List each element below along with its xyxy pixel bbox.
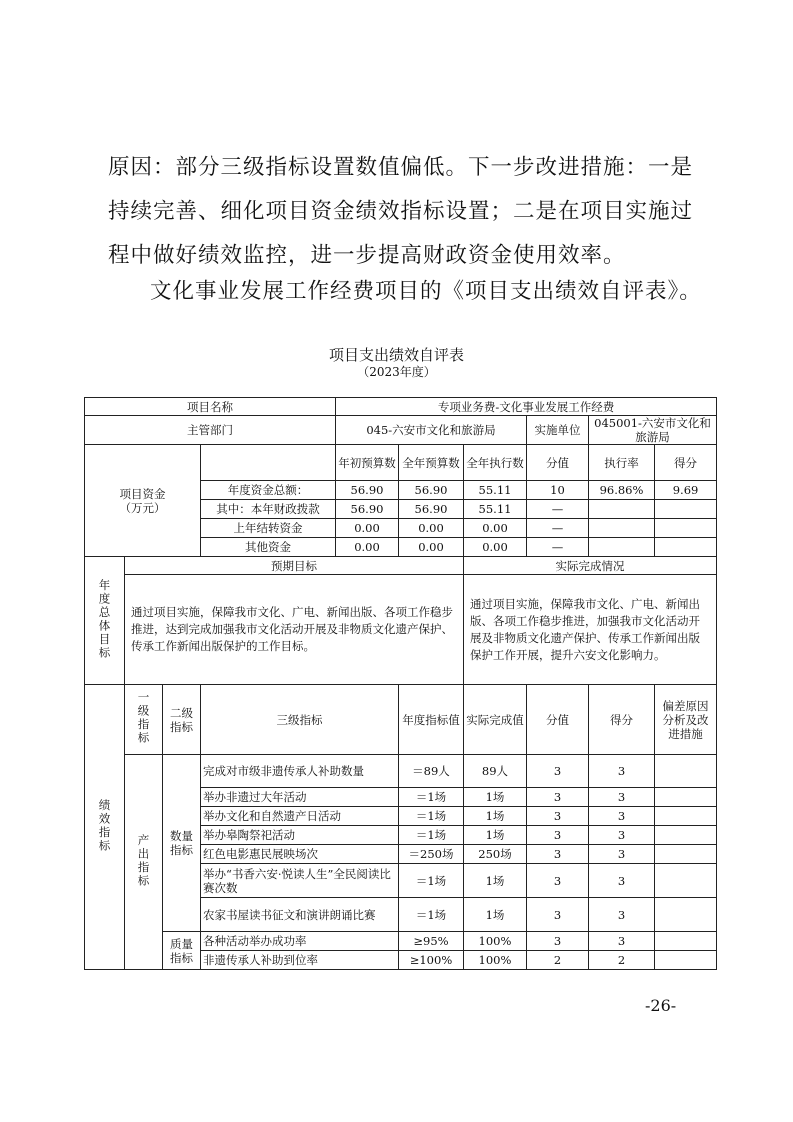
level2-quantity: 数量指标 <box>163 755 201 932</box>
actual-goal: 通过项目实施，保障我市文化、广电、新闻出版、各项工作稳步推进，加强我市文化活动开展及非物质文化遗产保护、传承工作新闻出版保护工作开展，提升六安文化影响力。 <box>464 575 717 685</box>
funds-row: 其他资金 0.00 0.00 0.00 — <box>85 538 717 557</box>
col-actual: 实际完成值 <box>464 685 527 755</box>
funds-col-header: 执行率 <box>589 445 655 481</box>
table-row: 举办非遗过大年活动 ＝1场 1场 3 3 <box>85 788 717 807</box>
dept-label: 主管部门 <box>85 416 336 445</box>
funds-row: 年度资金总额： 56.90 56.90 55.11 10 96.86% 9.69 <box>85 481 717 500</box>
project-name: 专项业务费-文化事业发展工作经费 <box>336 398 717 416</box>
col-level1: 一级指标 <box>125 685 163 755</box>
funds-col-header: 分值 <box>527 445 589 481</box>
col-target: 年度指标值 <box>399 685 464 755</box>
expected-goal-label: 预期目标 <box>125 557 464 575</box>
col-level3: 三级指标 <box>201 685 399 755</box>
perf-label: 绩效指标 <box>85 685 125 970</box>
page-number: -26- <box>645 996 677 1015</box>
funds-row: 上年结转资金 0.00 0.00 0.00 — <box>85 519 717 538</box>
table-row: 质量指标 各种活动举办成功率 ≥95% 100% 3 3 <box>85 932 717 951</box>
project-name-label: 项目名称 <box>85 398 336 416</box>
goals-label: 年度总体目标 <box>85 557 125 685</box>
impl-label: 实施单位 <box>527 416 589 445</box>
table-row: 非遗传承人补助到位率 ≥100% 100% 2 2 <box>85 951 717 970</box>
table-row: 农家书屋读书征文和演讲朗诵比赛 ＝1场 1场 3 3 <box>85 898 717 932</box>
level2-quality: 质量指标 <box>163 932 201 970</box>
self-evaluation-table <box>84 397 717 970</box>
expected-goal: 通过项目实施，保障我市文化、广电、新闻出版、各项工作稳步推进，达到完成加强我市文化活动开展及非物质文化遗产保护、传承工作新闻出版保护的工作目标。 <box>125 575 464 685</box>
table-row: 举办文化和自然遗产日活动 ＝1场 1场 3 3 <box>85 807 717 826</box>
col-score: 得分 <box>589 685 655 755</box>
actual-goal-label: 实际完成情况 <box>464 557 717 575</box>
table-row: 举办皋陶祭祀活动 ＝1场 1场 3 3 <box>85 826 717 845</box>
table-year: （2023年度） <box>357 365 436 379</box>
level1-output: 产出指标 <box>125 755 163 970</box>
table-row: 红色电影惠民展映场次 ＝250场 250场 3 3 <box>85 845 717 864</box>
col-remark: 偏差原因分析及改进措施 <box>655 685 717 755</box>
funds-col-header: 全年预算数 <box>399 445 464 481</box>
col-level2: 二级指标 <box>163 685 201 755</box>
dept-value: 045-六安市文化和旅游局 <box>336 416 527 445</box>
funds-row: 其中：本年财政拨款 56.90 56.90 55.11 — <box>85 500 717 519</box>
funds-col-header: 全年执行数 <box>464 445 527 481</box>
table-row: 举办“书香六安·悦读人生”全民阅读比赛次数 ＝1场 1场 3 3 <box>85 864 717 898</box>
col-score-value: 分值 <box>527 685 589 755</box>
table-title: 项目支出绩效自评表 <box>328 346 464 364</box>
funds-col-header: 年初预算数 <box>336 445 399 481</box>
impl-value: 045001-六安市文化和旅游局 <box>589 416 717 445</box>
funds-label: 项目资金 （万元） <box>85 445 201 557</box>
table-row: 产出指标 数量指标 完成对市级非遗传承人补助数量 ＝89人 89人 3 3 <box>85 755 717 788</box>
paragraph-reason: 原因：部分三级指标设置数值偏低。下一步改进措施：一是持续完善、细化项目资金绩效指标设置；二是在项目实施过程中做好绩效监控，进一步提高财政资金使用效率。 <box>108 155 694 268</box>
funds-col-header: 得分 <box>655 445 717 481</box>
paragraph-intro: 文化事业发展工作经费项目的《项目支出绩效自评表》。 <box>150 279 702 304</box>
